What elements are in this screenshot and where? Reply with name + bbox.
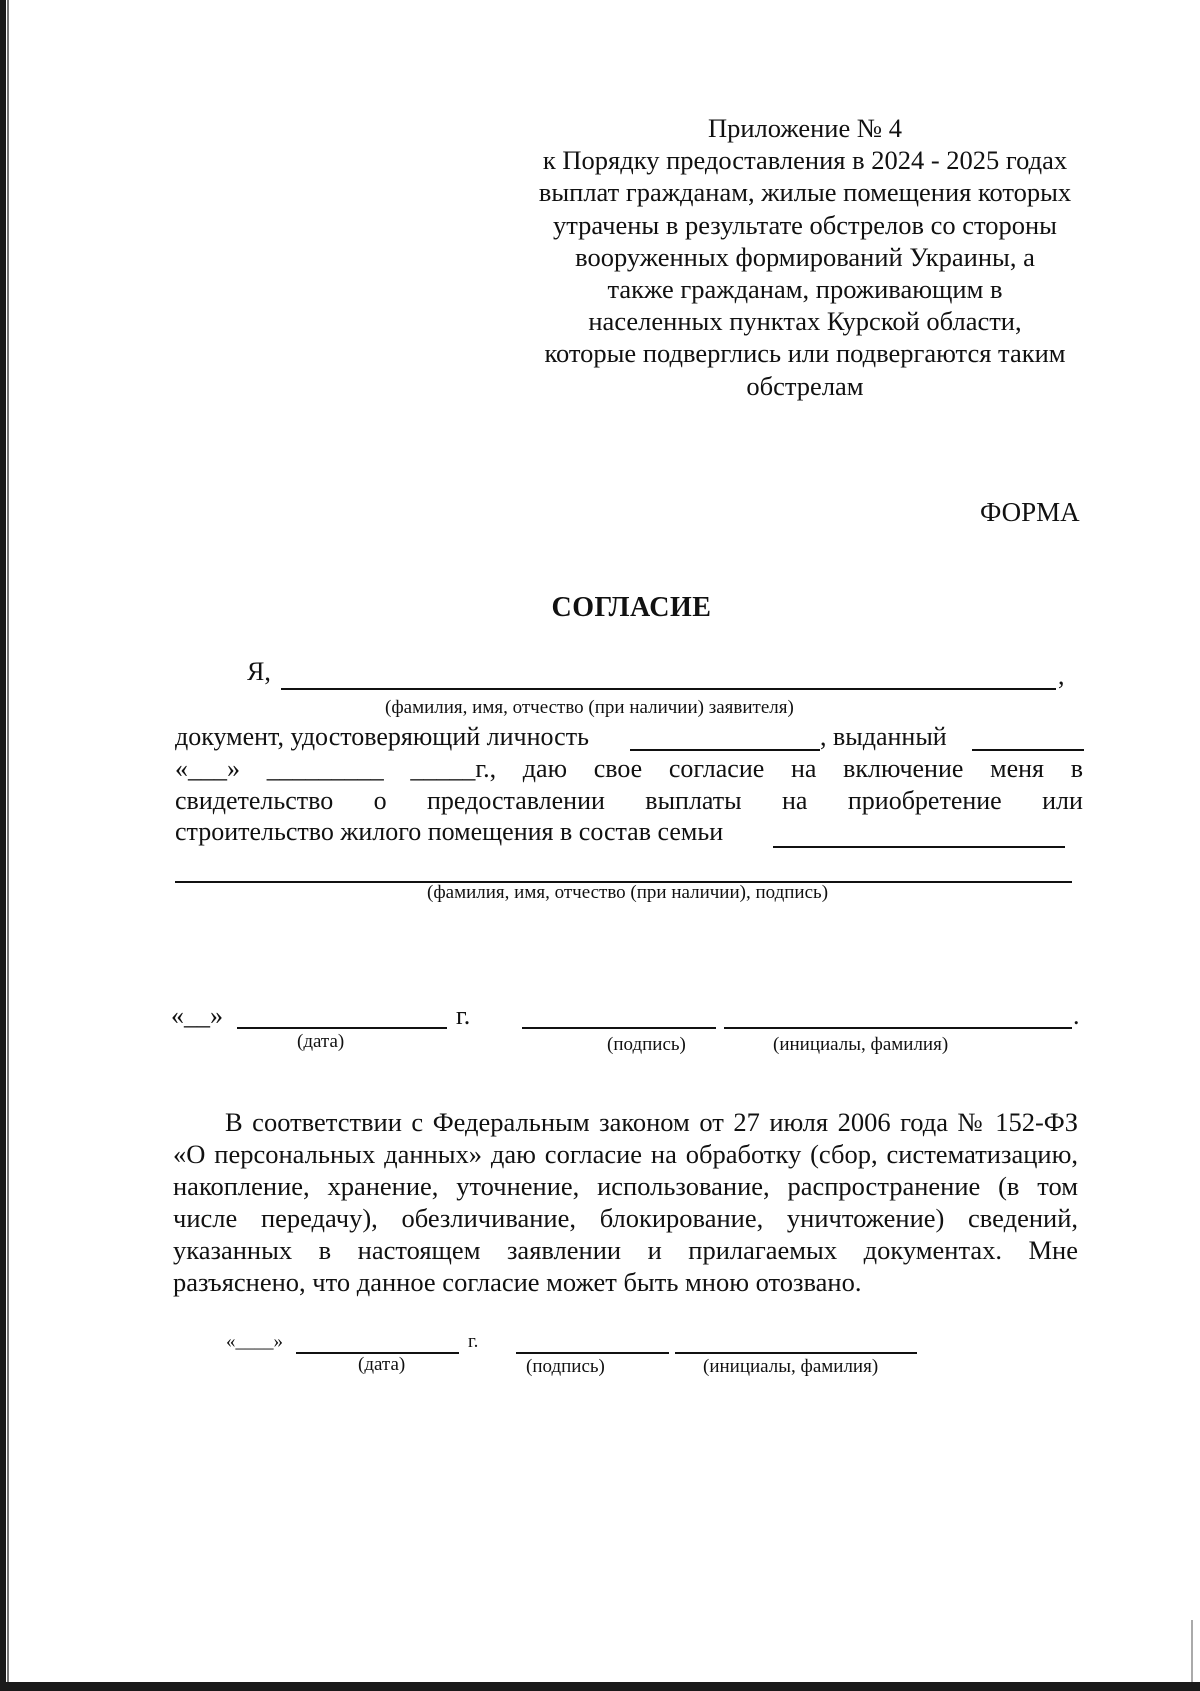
appendix-line: населенных пунктах Курской области, — [588, 306, 1022, 337]
appendix-line: вооруженных формирований Украины, а — [575, 241, 1035, 272]
consent-word: на — [790, 754, 817, 783]
date-field[interactable] — [237, 1027, 447, 1029]
year-label-2: г. — [468, 1331, 479, 1352]
consent-word: на — [782, 786, 808, 815]
consent-word: меня — [990, 754, 1044, 783]
consent-word: выплаты — [645, 786, 742, 815]
comma: , — [1058, 661, 1065, 690]
consent-word: свое — [593, 754, 643, 783]
date-quote: «__» — [171, 1001, 223, 1030]
initials-caption-2: (инициалы, фамилия) — [703, 1356, 879, 1377]
family-caption: (фамилия, имя, отчество (при наличии), подпись) — [427, 882, 829, 903]
ya-label: Я, — [247, 657, 271, 686]
appendix-line: также гражданам, проживающим в — [607, 274, 1003, 305]
identity-document-label: документ, удостоверяющий личность — [175, 722, 589, 751]
initials-field-2[interactable] — [675, 1352, 917, 1354]
appendix-line: к Порядку предоставления в 2024 - 2025 годах — [542, 145, 1068, 176]
family-label: строительство жилого помещения в состав семьи — [175, 817, 724, 846]
scan-edge-left — [0, 0, 6, 1691]
family-members-field[interactable] — [773, 846, 1065, 848]
consent-line-4 — [175, 785, 1083, 817]
signature-field[interactable] — [522, 1027, 716, 1029]
consent-word: согласие — [668, 754, 765, 783]
scan-edge-right — [1191, 1620, 1193, 1682]
consent-word: «___» — [175, 754, 240, 783]
issued-by-field[interactable] — [972, 749, 1084, 751]
consent-word: даю — [522, 754, 567, 783]
consent-word: предоставлении — [426, 786, 605, 815]
consent-word: о — [373, 786, 387, 815]
consent-word: в — [1070, 754, 1083, 783]
date-caption-2: (дата) — [358, 1354, 406, 1375]
signature-field-2[interactable] — [516, 1352, 669, 1354]
applicant-caption: (фамилия, имя, отчество (при наличии) заявителя) — [385, 697, 794, 718]
signature-caption-2: (подпись) — [526, 1356, 605, 1377]
applicant-name-field[interactable] — [281, 688, 1056, 690]
signature-caption: (подпись) — [607, 1034, 686, 1055]
date-caption: (дата) — [297, 1031, 345, 1052]
end-dot: . — [1073, 1001, 1080, 1030]
appendix-header — [515, 112, 1095, 402]
issued-label: , выданный — [820, 722, 947, 751]
appendix-line: выплат гражданам, жилые помещения которых — [538, 177, 1072, 208]
initials-caption: (инициалы, фамилия) — [773, 1034, 949, 1055]
form-label: ФОРМА — [980, 497, 1080, 527]
identity-document-field[interactable] — [630, 749, 820, 751]
consent-line-3 — [175, 753, 1083, 785]
appendix-line: которые подверглись или подвергаются таким — [544, 338, 1066, 369]
consent-word: _____г., — [410, 754, 497, 783]
appendix-line: Приложение № 4 — [707, 113, 902, 143]
initials-field[interactable] — [724, 1027, 1072, 1029]
date-quote-2: «____» — [226, 1331, 283, 1352]
year-label: г. — [456, 1001, 471, 1030]
consent-word: _________ — [266, 754, 384, 783]
consent-word: или — [1042, 786, 1083, 815]
consent-word: приобретение — [847, 786, 1002, 815]
personal-data-consent-paragraph: В соответствии с Федеральным законом от 27 июля 2006 года № 152-ФЗ «О персональных данных» даю согласие на обработку (сбор, систематизацию, накопление, хранение, уточнение, использование, распространение (в том числе передачу), обезличивание, блокирование, уничтожение) сведений, указанных в настоящем заявлении и прилагаемых документах. Мне разъяснено, что данное согласие может быть мною отозвано. — [173, 1107, 1078, 1297]
appendix-line: утрачены в результате обстрелов со стороны — [553, 209, 1057, 240]
scan-edge-bottom — [0, 1682, 1200, 1691]
appendix-line: обстрелам — [746, 370, 864, 401]
consent-word: включение — [843, 754, 964, 783]
document-title: СОГЛАСИЕ — [551, 592, 712, 623]
scan-edge-left-inner — [7, 0, 9, 1691]
consent-word: свидетельство — [175, 786, 334, 815]
